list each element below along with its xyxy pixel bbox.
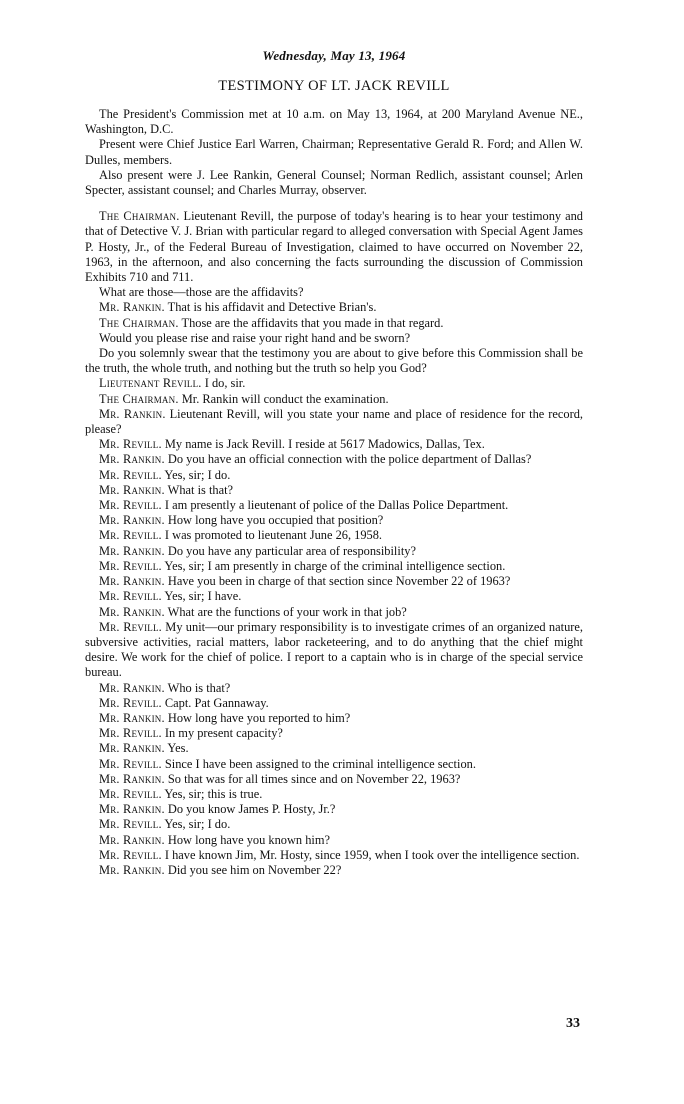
testimony-paragraph [85,605,583,620]
page-number: 33 [566,1016,580,1031]
speaker-name: Mr. Rankin. [99,802,165,817]
testimony-paragraph [85,833,583,848]
speech-text: How long have you occupied that position? [167,513,384,528]
testimony-paragraph [85,757,583,772]
testimony-paragraph [85,468,583,483]
speaker-name: Mr. Revill. [99,817,162,832]
speech-text: Since I have been assigned to the criminal intelligence section. [164,756,476,771]
page-title: TESTIMONY OF LT. JACK REVILL [218,78,450,94]
speech-text: I am presently a lieutenant of police of the Dallas Police Department. [164,498,509,513]
speech-text: In my present capacity? [164,726,283,741]
speech-text: Capt. Pat Gannaway. [164,695,269,710]
speech-text: Yes. [167,741,189,756]
speaker-name: Mr. Rankin. [99,771,165,786]
speaker-name: The Chairman. [99,209,180,224]
speech-text: Mr. Rankin will conduct the examination. [181,391,389,406]
testimony-paragraph [85,346,583,376]
speaker-name: The Chairman. [99,315,179,330]
speech-text: So that was for all times since and on November 22, 1963? [167,771,461,786]
intro-paragraph: Also present were J. Lee Rankin, General Counsel; Norman Redlich, assistant counsel; Arlen Specter, assistant counsel; and Charles Murray, observer. [85,167,583,198]
testimony-paragraph [85,772,583,787]
testimony-paragraph [85,848,583,863]
speech-text: Did you see him on November 22? [167,862,342,877]
testimony-paragraph [85,300,583,315]
speech-text: My unit—our primary responsibility is to investigate crimes of an organized nature, subversive activities, racial matters, labor racketeering, and to do anything that the chief might desire. We work for the chief of police. I report to a captain who is in charge of the special service bureau. [85,619,583,680]
speech-text: Do you solemnly swear that the testimony you are about to give before this Commission shall be the truth, the whole truth, and nothing but the truth so help you God? [85,346,583,376]
speech-text: Those are the affidavits that you made in that regard. [181,315,444,330]
speech-text: I was promoted to lieutenant June 26, 1958. [164,528,383,543]
speaker-name: Mr. Revill. [99,528,162,543]
testimony-paragraph [85,528,583,543]
speaker-name: Mr. Revill. [99,756,162,771]
testimony-paragraph [85,863,583,878]
testimony-paragraph [85,316,583,331]
speaker-name: Mr. Rankin. [99,406,166,421]
testimony-paragraph [85,681,583,696]
speaker-name: Mr. Rankin. [99,574,165,589]
speaker-name: Mr. Rankin. [99,604,165,619]
speech-text: Yes, sir; I do. [164,467,231,482]
testimony-paragraph [85,285,583,300]
speech-text: Lieutenant Revill, the purpose of today's hearing is to hear your testimony and that of Detective V. J. Brian with particular regard to alleged conversation with Special Agent James P. Hosty, Jr., of the Federal Bureau of Investigation, claimed to have occurred on November 22, 1963, in the afternoon, and also concerning the facts surrounding the discussion of Commission Exhibits 710 and 711. [85,209,583,285]
testimony-paragraph [85,331,583,346]
speaker-name: Mr. Revill. [99,437,162,452]
testimony-section [85,209,583,878]
speaker-name: Mr. Revill. [99,498,162,513]
speaker-name: Mr. Rankin. [99,543,165,558]
testimony-paragraph [85,209,583,285]
speaker-name: Mr. Revill. [99,786,162,801]
speech-text: Do you have any particular area of responsibility? [167,543,416,558]
speech-text: Would you please rise and raise your right hand and be sworn? [99,330,411,345]
speech-text: How long have you known him? [167,832,330,847]
testimony-paragraph [85,787,583,802]
speaker-name: Mr. Rankin. [99,741,165,756]
speaker-name: Mr. Revill. [99,847,162,862]
testimony-paragraph [85,376,583,391]
testimony-paragraph [85,513,583,528]
speaker-name: Mr. Revill. [99,589,162,604]
speech-text: Do you have an official connection with the police department of Dallas? [167,452,532,467]
intro-paragraph: Present were Chief Justice Earl Warren, Chairman; Representative Gerald R. Ford; and Allen W. Dulles, members. [85,137,583,167]
speaker-name: The Chairman. [99,391,179,406]
speaker-name: Mr. Rankin. [99,680,165,695]
speech-text: Yes, sir; I am presently in charge of the criminal intelligence section. [164,558,506,573]
speech-text: I do, sir. [204,376,246,391]
testimony-paragraph [85,589,583,604]
testimony-paragraph [85,696,583,711]
intro-paragraph: The President's Commission met at 10 a.m. on May 13, 1964, at 200 Maryland Avenue NE., Washington, D.C. [85,107,583,137]
testimony-paragraph [85,544,583,559]
testimony-paragraph [85,498,583,513]
testimony-paragraph [85,574,583,589]
speaker-name: Mr. Rankin. [99,300,165,315]
testimony-paragraph [85,711,583,726]
speaker-name: Mr. Rankin. [99,482,165,497]
speech-text: What are those—those are the affidavits? [99,285,304,300]
testimony-paragraph [85,392,583,407]
testimony-paragraph [85,407,583,437]
speaker-name: Mr. Revill. [99,619,162,634]
testimony-paragraph [85,483,583,498]
speaker-name: Mr. Rankin. [99,862,165,877]
speaker-name: Lieutenant Revill. [99,376,202,391]
section-gap [85,198,583,209]
speech-text: Lieutenant Revill, will you state your name and place of residence for the record, please? [85,406,583,437]
speech-text: Yes, sir; this is true. [164,786,263,801]
speaker-name: Mr. Rankin. [99,452,165,467]
speech-text: What are the functions of your work in that job? [167,604,407,619]
speaker-name: Mr. Rankin. [99,513,165,528]
testimony-paragraph [85,437,583,452]
speech-text: What is that? [167,482,234,497]
hearing-date: Wednesday, May 13, 1964 [262,48,406,63]
testimony-paragraph [85,726,583,741]
speech-text: That is his affidavit and Detective Brian's. [167,300,377,315]
speaker-name: Mr. Rankin. [99,832,165,847]
speech-text: Yes, sir; I do. [164,817,231,832]
speech-text: My name is Jack Revill. I reside at 5617 Madowics, Dallas, Tex. [164,437,485,452]
testimony-paragraph [85,802,583,817]
speech-text: Who is that? [167,680,231,695]
speech-text: Yes, sir; I have. [164,589,242,604]
speaker-name: Mr. Rankin. [99,710,165,725]
speaker-name: Mr. Revill. [99,467,162,482]
speech-text: I have known Jim, Mr. Hosty, since 1959, when I took over the intelligence section. [164,847,580,862]
testimony-paragraph [85,741,583,756]
speaker-name: Mr. Revill. [99,558,162,573]
speech-text: Have you been in charge of that section since November 22 of 1963? [167,574,511,589]
speech-text: How long have you reported to him? [167,710,351,725]
speaker-name: Mr. Revill. [99,726,162,741]
testimony-paragraph [85,559,583,574]
testimony-paragraph [85,620,583,681]
testimony-paragraph [85,817,583,832]
testimony-paragraph [85,452,583,467]
intro-section [85,107,583,198]
speech-text: Do you know James P. Hosty, Jr.? [167,802,336,817]
speaker-name: Mr. Revill. [99,695,162,710]
